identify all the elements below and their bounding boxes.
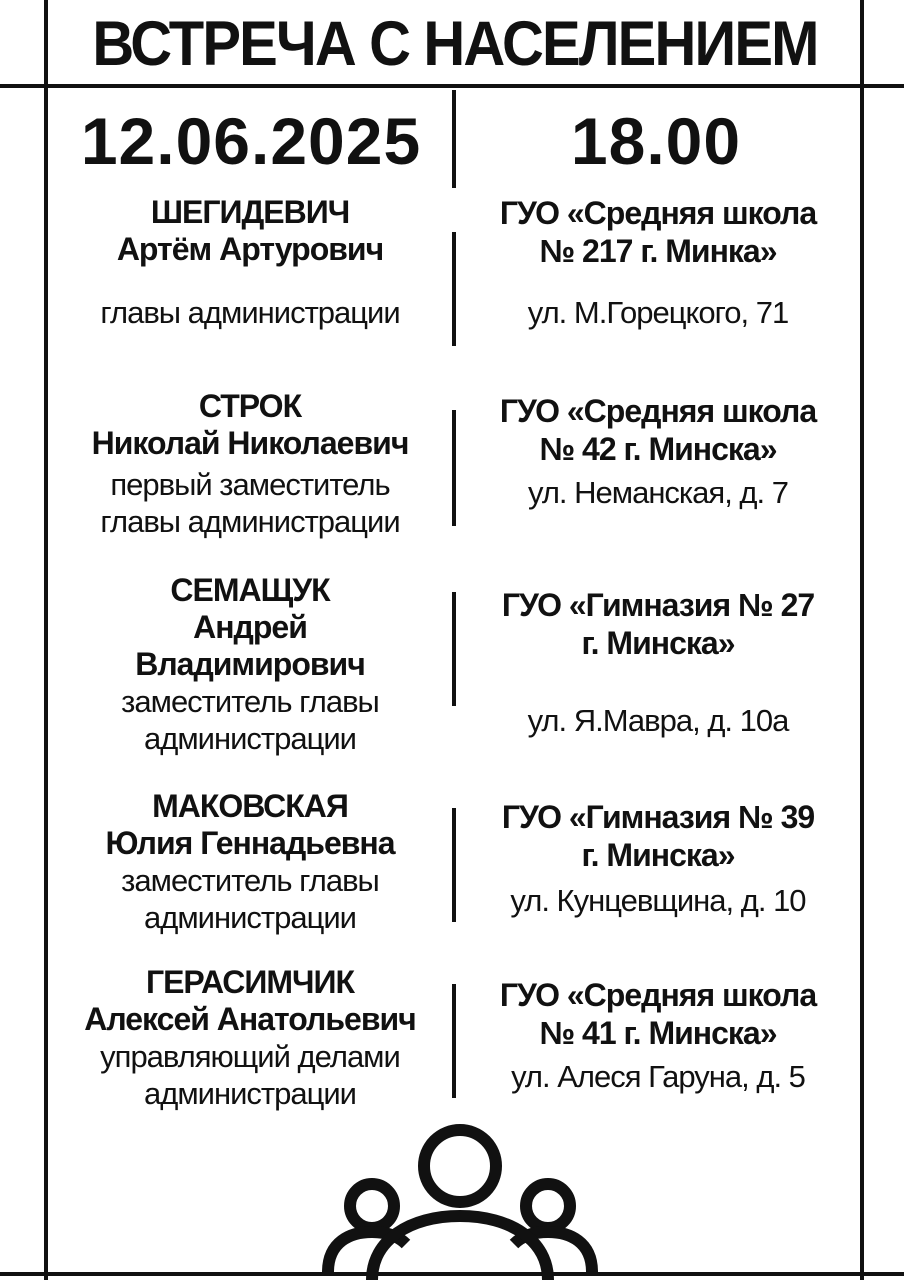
venue-address: ул. Алеся Гаруна, д. 5 [511, 1059, 805, 1094]
official-name: Алексей Анатольевич [84, 1001, 416, 1037]
venue-block [458, 976, 858, 1095]
venue-address: ул. Кунцевщина, д. 10 [510, 883, 806, 918]
official-position: администрации [144, 900, 356, 935]
official-block [50, 788, 450, 936]
official-block [50, 572, 450, 757]
venue-name: ГУО «Средняя школа [499, 393, 817, 429]
venue-address: ул. Неманская, д. 7 [528, 475, 788, 510]
venue-address: ул. М.Горецкого, 71 [527, 295, 789, 330]
official-position: заместитель главы [121, 684, 379, 719]
venue-block [458, 798, 858, 919]
official-position: управляющий делами [100, 1039, 400, 1074]
official-surname: МАКОВСКАЯ [152, 788, 348, 824]
venue-name: ГУО «Средняя школа [499, 195, 817, 231]
official-block [46, 964, 454, 1112]
official-name: Андрей [193, 609, 307, 645]
frame-right-line [860, 0, 864, 1280]
venue-block [458, 392, 858, 511]
official-position: заместитель главы [121, 863, 379, 898]
official-position: главы администрации [100, 504, 400, 539]
column-divider [452, 410, 456, 526]
venue-name: № 42 г. Минска» [539, 431, 777, 467]
official-surname: СЕМАЩУК [170, 572, 330, 608]
official-name: Владимирович [135, 646, 365, 682]
official-surname: СТРОК [198, 388, 302, 424]
column-divider [452, 90, 456, 188]
official-name: Артём Артурович [116, 231, 384, 267]
venue-address: ул. Я.Мавра, д. 10а [527, 703, 789, 738]
venue-name: ГУО «Средняя школа [499, 977, 817, 1013]
official-position: первый заместитель [110, 467, 390, 502]
official-position: администрации [144, 721, 356, 756]
people-group-icon [310, 1120, 610, 1280]
venue-name: № 217 г. Минка» [539, 233, 777, 269]
meeting-date: 12.06.2025 [80, 104, 422, 178]
official-block [50, 194, 450, 331]
official-position: главы администрации [100, 295, 400, 330]
header-divider [0, 84, 904, 88]
column-divider [452, 232, 456, 346]
venue-name: г. Минска» [581, 837, 735, 873]
venue-name: г. Минска» [581, 625, 735, 661]
venue-block [458, 586, 858, 739]
venue-name: ГУО «Гимназия № 27 [501, 587, 815, 623]
venue-block [458, 194, 858, 331]
column-divider [452, 808, 456, 922]
official-position: администрации [144, 1076, 356, 1111]
official-surname: ШЕГИДЕВИЧ [150, 194, 350, 230]
official-block [50, 388, 450, 540]
page-title: ВСТРЕЧА С НАСЕЛЕНИЕМ [92, 9, 818, 79]
venue-name: № 41 г. Минска» [539, 1015, 777, 1051]
official-name: Юлия Геннадьевна [105, 825, 395, 861]
meeting-time: 18.00 [570, 104, 742, 178]
official-surname: ГЕРАСИМЧИК [145, 964, 355, 1000]
venue-name: ГУО «Гимназия № 39 [501, 799, 815, 835]
column-divider [452, 592, 456, 706]
official-name: Николай Николаевич [91, 425, 409, 461]
